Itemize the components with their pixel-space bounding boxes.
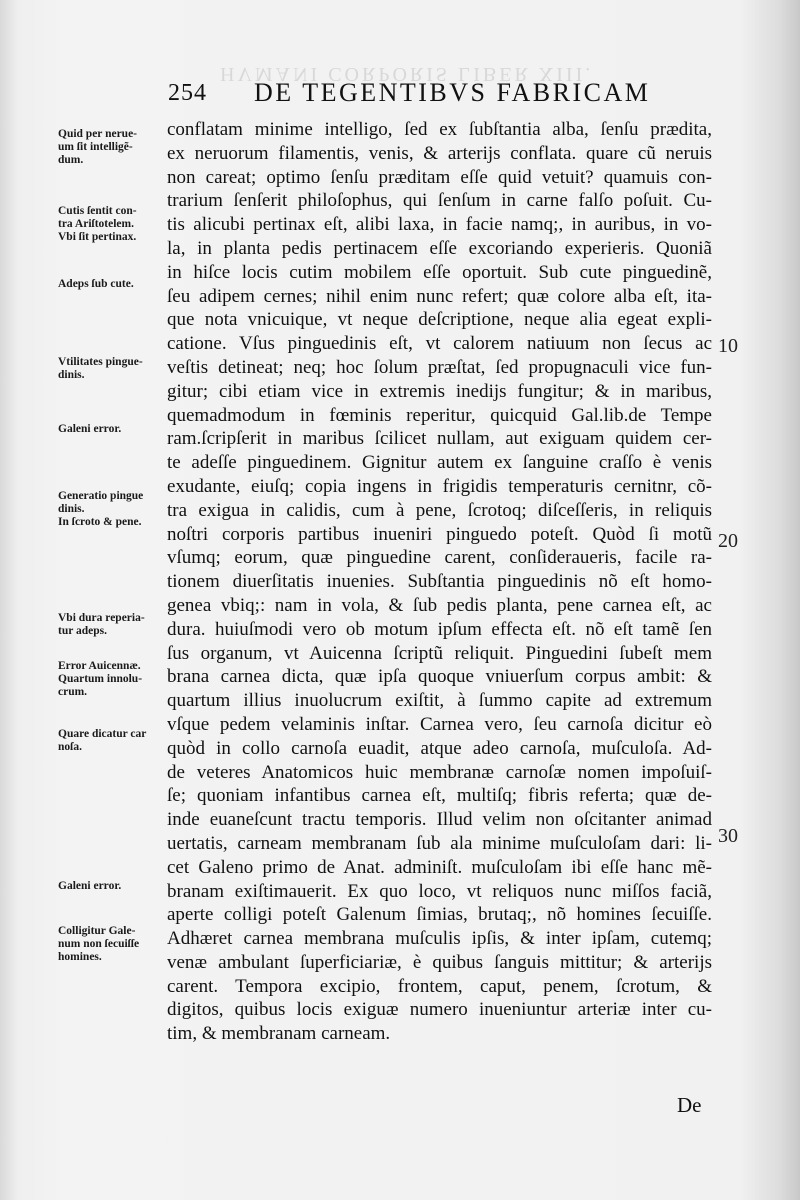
text-line: veſtis detineat; neq; hoc ſolum præſtat, ſed propugnaculi vice fun- [167, 356, 712, 378]
text-line: de veteres Anatomicos huic membranæ carnoſæ nomen impoſuiſ- [167, 761, 712, 783]
text-line: que nota vnicuique, vt neque deſcriptione, neque alia egeat expli- [167, 309, 712, 331]
text-line: uertatis, carneam membranam ſub ala minime muſculoſam dari: li- [167, 832, 712, 854]
text-line: branam exiſtimauerit. Ex quo loco, vt reliquos nunc miſſos faciã, [167, 880, 712, 902]
margin-note-line: dum. [58, 154, 84, 166]
margin-note-line: homines. [58, 951, 102, 963]
margin-note [58, 423, 168, 436]
margin-note-line: Error Auicennæ. [58, 660, 141, 672]
margin-note-line: Colligitur Gale- [58, 925, 136, 937]
text-line: exudante, eiuſq; copia ingens in frigidis temperaturis cernitnr, cõ- [167, 475, 712, 497]
text-line: trarium ſenſerit philoſophus, qui ſenſum in carne falſo poſuit. Cu- [167, 190, 712, 212]
text-line: carent. Tempora excipio, frontem, caput, penem, ſcrotum, & [167, 975, 712, 997]
text-line: in hiſce locis cutim mobilem eſſe oportuit. Sub cute pinguedinẽ, [167, 261, 712, 283]
margin-note-line: tur adeps. [58, 625, 107, 637]
margin-note-line: Cutis ſentit con- [58, 205, 137, 217]
margin-note-line: Galeni error. [58, 423, 122, 435]
margin-note-line: Galeni error. [58, 880, 122, 892]
margin-note-line: Vbi dura reperia- [58, 612, 145, 624]
text-line: quartum illius inuolucrum exiſtit, à ſummo capite ad extremum [167, 690, 712, 712]
bleed-through-text: HVMANI CORPORIS LIBER XIII. [220, 63, 594, 85]
running-header [168, 78, 708, 114]
margin-notes [0, 0, 165, 1200]
text-line: vſumq; eorum, quæ pinguedine carent, conſideraueris, facile ra- [167, 547, 712, 569]
margin-note [58, 356, 168, 382]
margin-note-line: Quare dicatur car [58, 728, 147, 740]
text-line: tis alicubi pertinax eſt, alibi laxa, in facie namq;, in auribus, in vo- [167, 214, 712, 236]
margin-note-line: dinis. [58, 503, 85, 515]
margin-note [58, 128, 168, 167]
text-line: inde euaneſcunt tractu temporis. Illud velim non oſcitanter animad [167, 809, 712, 831]
text-line: non careat; optimo ſenſu præditam eſſe quid vetuit? quamuis con- [167, 166, 712, 188]
text-line: venæ ambulant ſuperficiariæ, è quibus ſanguis mittitur; & arterijs [167, 951, 712, 973]
text-line: tim, & membranam carneam. [167, 1023, 391, 1045]
text-line: ex neruorum filamentis, venis, & arterijs conflata. quare cũ neruis [167, 142, 712, 164]
margin-note-line: Generatio pingue [58, 490, 144, 502]
text-line: la, in planta pedis pertinacem eſſe excoriando experieris. Quoniã [167, 237, 712, 259]
margin-note [58, 925, 168, 964]
running-title: DE TEGENTIBVS FABRICAM [254, 78, 651, 107]
margin-note-line: In ſcroto & pene. [58, 516, 142, 528]
text-line: ſe; quoniam infantibus carnea eſt, multiſq; fibris referta; quæ de- [167, 785, 712, 807]
text-line: tionem diuerſitatis inuenies. Subſtantia pinguedinis nõ eſt homo- [167, 571, 712, 593]
text-line: ram.ſcripſerit in maribus ſcilicet nullam, aut exiguam quidem cer- [167, 428, 712, 450]
text-line: te adeſſe pinguedinem. Gignitur autem ex ſanguine craſſo è venis [167, 452, 712, 474]
margin-note [58, 278, 168, 291]
text-line: Adhæret carnea membrana muſculis ipſis, & inter ipſam, cutemq; [167, 928, 712, 950]
text-line: catione. Vſus pinguedinis eſt, vt calorem natiuum non ſecus ac [167, 333, 712, 355]
margin-note-line: Quid per nerue- [58, 128, 138, 140]
body-text [167, 118, 712, 1046]
text-line: conflatam minime intelligo, ſed ex ſubſtantia alba, ſenſu prædita, [167, 119, 712, 140]
margin-note-line: num non ſecuiſſe [58, 938, 140, 950]
text-line: quemadmodum in fœminis reperitur, quicquid Gal.lib.de Tempe [167, 404, 712, 426]
margin-note [58, 490, 168, 529]
text-line: genea vbiq;: nam in vola, & ſub pedis planta, pene carnea eſt, ac [167, 594, 712, 616]
text-line: tra exigua in calidis, cum à pene, ſcrotoq; diſceſſeris, in reliquis [167, 499, 712, 521]
catchword: De [677, 1093, 702, 1117]
line-number: 30 [718, 825, 738, 847]
margin-note-line: Adeps ſub cute. [58, 278, 134, 290]
text-line: cet Galeno primo de Anat. adminiſt. muſculoſam ibi eſſe hanc mẽ- [167, 856, 712, 878]
page-number: 254 [168, 80, 207, 106]
margin-note [58, 728, 168, 754]
margin-note-line: Quartum innolu- [58, 673, 143, 685]
text-line: ſeu adipem cernes; nihil enim nunc refert; quæ colore alba eſt, ita- [167, 285, 712, 307]
margin-note-line: Vtilitates pingue- [58, 356, 143, 368]
text-line: aperte colligi poteſt Galenum ſimias, brutaq;, nõ homines ſecuiſſe. [167, 904, 712, 926]
margin-note [58, 880, 168, 893]
text-line: vſque pedem velaminis inſtar. Carnea vero, ſeu carnoſa dicitur eò [167, 713, 712, 735]
text-line: digitos, quibus locis exiguæ numero inueniuntur arteriæ inter cu- [167, 999, 712, 1021]
margin-note [58, 205, 168, 244]
line-number: 10 [718, 335, 738, 357]
text-line: brana carnea dicta, quæ ipſa quoque vniuerſum corpus ambit: & [167, 666, 712, 688]
margin-note-line: tra Ariſtotelem. [58, 218, 134, 230]
text-line: ſus organum, vt Auicenna ſcriptũ reliquit. Pinguedini ſubeſt mem [167, 642, 712, 664]
text-line: gitur; cibi etiam vice in extremis inedijs fungitur; & in maribus, [167, 380, 712, 402]
margin-note-line: dinis. [58, 369, 85, 381]
margin-note-line: noſa. [58, 741, 82, 753]
margin-note-line: Vbi ſit pertinax. [58, 231, 137, 243]
margin-note-line: crum. [58, 686, 88, 698]
margin-note [58, 612, 168, 638]
text-line: quòd in collo carnoſa euadit, atque adeo carnoſa, muſculoſa. Ad- [167, 737, 712, 759]
margin-note [58, 660, 168, 699]
text-line: dura. huiuſmodi vero ob motum ipſum effecta eſt. nõ eſt tamẽ ſen [167, 618, 712, 640]
margin-note-line: um ſit intelligẽ- [58, 141, 133, 153]
line-number: 20 [718, 530, 738, 552]
text-line: noſtri corporis partibus inueniri pinguedo poteſt. Quòd ſi motũ [167, 523, 712, 545]
